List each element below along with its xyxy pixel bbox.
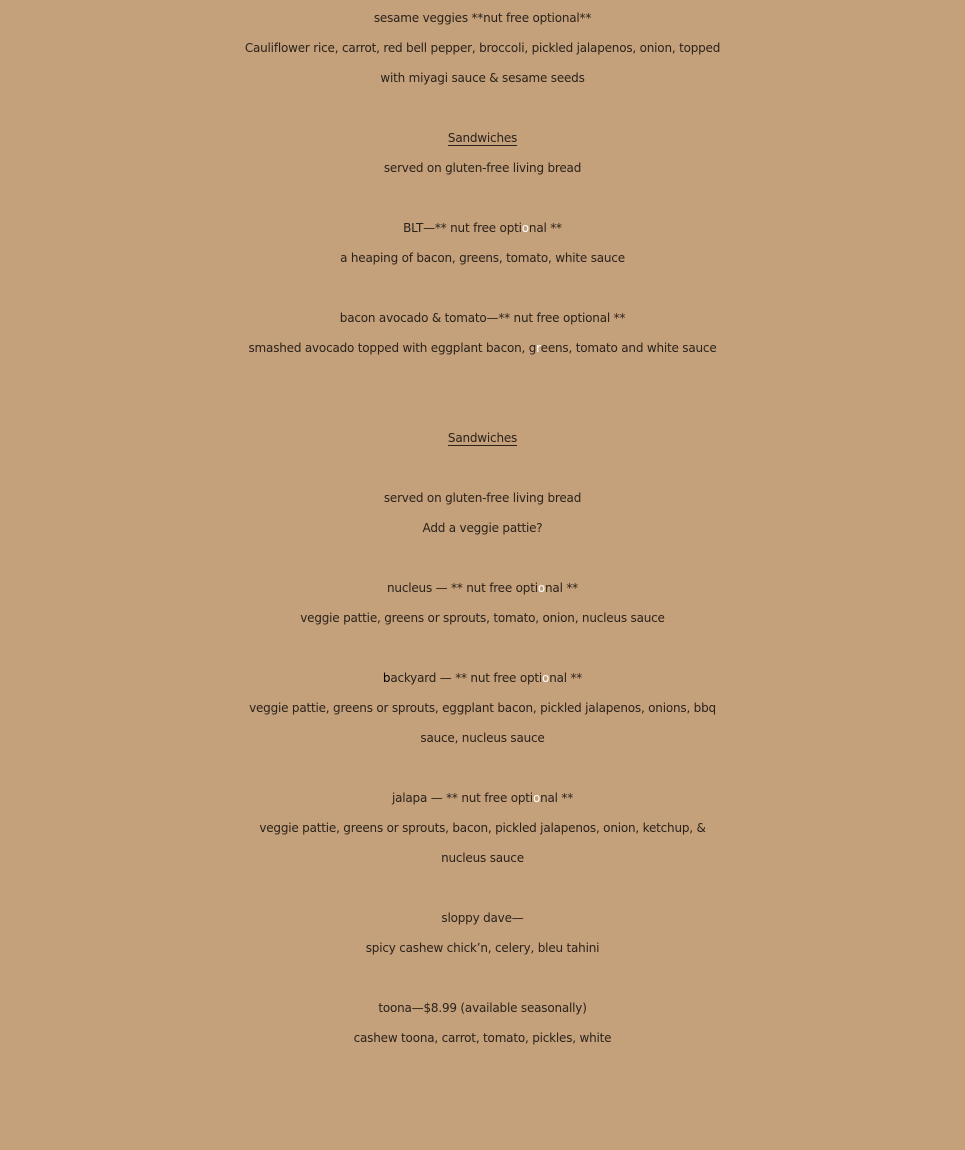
blt-title-text-end: nal ** bbox=[528, 221, 562, 235]
menu-content bbox=[0, 3, 965, 1053]
backyard-title-first-letter: b bbox=[382, 671, 391, 685]
jalapa-title-text: jalapa — ** nut free opti bbox=[391, 791, 533, 805]
toona-description: cashew toona, carrot, tomato, pickles, white bbox=[353, 1031, 612, 1045]
blt-title bbox=[0, 213, 965, 243]
blt-description: a heaping of bacon, greens, tomato, white sauce bbox=[340, 251, 625, 265]
backyard-description-line-1: veggie pattie, greens or sprouts, eggplant bacon, pickled jalapenos, onions, bbq bbox=[249, 701, 716, 715]
sloppy-dave-title: sloppy dave— bbox=[441, 911, 524, 925]
veggie-pattie-addon: Add a veggie pattie? bbox=[422, 521, 543, 535]
section-subtitle: served on gluten-free living bread bbox=[383, 161, 582, 175]
backyard-description-line-2: sauce, nucleus sauce bbox=[420, 731, 545, 745]
sloppy-dave-description: spicy cashew chick’n, celery, bleu tahini bbox=[365, 941, 600, 955]
bat-description-text-end: eens, tomato and white sauce bbox=[540, 341, 717, 355]
section-subtitle-2: served on gluten-free living bread bbox=[383, 491, 582, 505]
nucleus-title-text-end: nal ** bbox=[545, 581, 578, 595]
backyard-title-text: ackyard — ** nut free opti bbox=[390, 671, 543, 685]
bat-description-text: smashed avocado topped with eggplant bacon, g bbox=[248, 341, 537, 355]
jalapa-description-line-2: nucleus sauce bbox=[441, 851, 524, 865]
nucleus-description: veggie pattie, greens or sprouts, tomato, onion, nucleus sauce bbox=[300, 611, 665, 625]
toona-title: toona—$8.99 (available seasonally) bbox=[378, 1001, 587, 1015]
nucleus-title bbox=[0, 573, 965, 603]
section-heading-sandwiches: Sandwiches bbox=[447, 131, 518, 145]
backyard-title-highlight-letter: o bbox=[542, 671, 550, 685]
nucleus-title-highlight-letter: o bbox=[537, 581, 546, 595]
jalapa-description-line-1: veggie pattie, greens or sprouts, bacon, pickled jalapenos, onion, ketchup, & bbox=[259, 821, 706, 835]
backyard-title-text-end: nal ** bbox=[549, 671, 583, 685]
bacon-avocado-tomato-title: bacon avocado & tomato—** nut free optional ** bbox=[339, 311, 626, 325]
jalapa-title bbox=[0, 783, 965, 813]
bacon-avocado-tomato-description bbox=[0, 333, 965, 363]
nucleus-title-text: nucleus — ** nut free opti bbox=[387, 581, 538, 595]
backyard-title bbox=[0, 663, 965, 693]
sesame-veggies-title: sesame veggies **nut free optional** bbox=[373, 11, 592, 25]
blt-title-highlight-letter: o bbox=[521, 221, 529, 235]
sesame-veggies-description-line-1: Cauliflower rice, carrot, red bell pepper, broccoli, pickled jalapenos, onion, topped bbox=[244, 41, 721, 55]
jalapa-title-highlight-letter: o bbox=[532, 791, 541, 805]
bat-description-highlight-letter: r bbox=[536, 341, 541, 355]
section-heading-sandwiches-2: Sandwiches bbox=[447, 431, 518, 445]
blt-title-text: BLT—** nut free opti bbox=[403, 221, 522, 235]
sesame-veggies-description-line-2: with miyagi sauce & sesame seeds bbox=[380, 71, 585, 85]
jalapa-title-text-end: nal ** bbox=[540, 791, 574, 805]
